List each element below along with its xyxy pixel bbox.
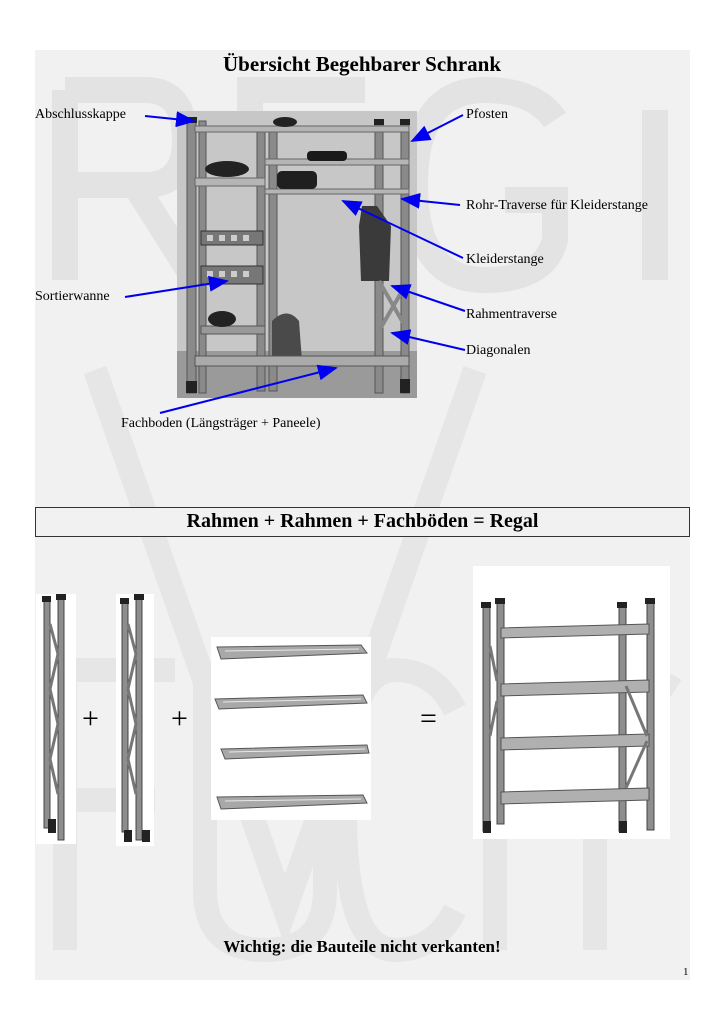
plus-sign-2: +	[171, 702, 188, 735]
assembled-shelf-image	[473, 566, 670, 839]
label-abschlusskappe: Abschlusskappe	[35, 107, 126, 122]
equals-sign: =	[420, 702, 437, 735]
label-pfosten: Pfosten	[466, 107, 508, 122]
label-diagonalen: Diagonalen	[466, 343, 531, 358]
label-rahmentraverse: Rahmentraverse	[466, 307, 557, 322]
closet-photo	[177, 111, 417, 398]
frame-image-2	[116, 594, 154, 846]
frame-image-1	[36, 594, 76, 844]
label-rohr-traverse: Rohr-Traverse für Kleiderstange	[466, 198, 648, 213]
important-note: Wichtig: die Bauteile nicht verkanten!	[223, 937, 501, 956]
page-title: Übersicht Begehbarer Schrank	[222, 52, 502, 76]
label-kleiderstange: Kleiderstange	[466, 252, 544, 267]
page-number: 1	[683, 966, 689, 978]
label-fachboden: Fachboden (Längsträger + Paneele)	[121, 416, 321, 431]
shelf-panels-image	[211, 637, 371, 820]
formula-box	[35, 507, 690, 537]
formula-text: Rahmen + Rahmen + Fachböden = Regal	[186, 510, 539, 532]
plus-sign-1: +	[82, 702, 99, 735]
label-sortierwanne: Sortierwanne	[35, 289, 110, 304]
